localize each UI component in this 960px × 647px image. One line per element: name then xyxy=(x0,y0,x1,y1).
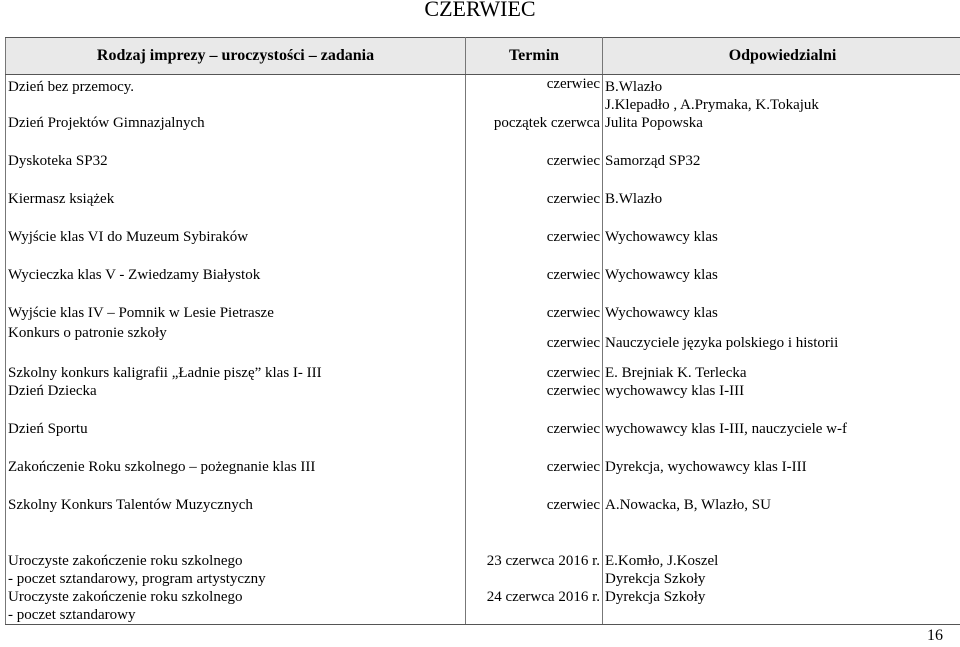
table-row xyxy=(6,420,960,458)
event-term-cell xyxy=(466,420,603,458)
event-responsible-cell-line: E. Brejniak K. Terlecka xyxy=(605,365,747,381)
event-term-cell-line: czerwiec xyxy=(546,76,600,92)
event-term-cell xyxy=(466,228,603,266)
event-term-cell-line: czerwiec xyxy=(546,383,600,399)
event-name-cell-line: Wycieczka klas V - Zwiedzamy Białystok xyxy=(8,267,261,283)
event-term-cell-line: 24 czerwca 2016 r. xyxy=(486,589,600,605)
event-responsible-cell xyxy=(603,534,960,588)
event-term-cell-line: początek czerwca xyxy=(493,115,600,131)
event-responsible-cell xyxy=(603,266,960,304)
event-name-cell-line: Wyjście klas VI do Muzeum Sybiraków xyxy=(8,229,249,245)
event-term-cell xyxy=(466,458,603,496)
event-name-cell xyxy=(6,152,466,190)
table-row xyxy=(6,588,960,625)
table-row xyxy=(6,534,960,588)
event-responsible-cell-line: Wychowawcy klas xyxy=(605,267,718,283)
event-responsible-cell-line: Nauczyciele języka polskiego i historii xyxy=(605,335,839,351)
event-responsible-cell xyxy=(603,382,960,420)
event-name-cell-line: Szkolny Konkurs Talentów Muzycznych xyxy=(8,497,253,513)
event-responsible-cell xyxy=(603,190,960,228)
event-term-cell xyxy=(466,152,603,190)
event-name-cell xyxy=(6,75,466,115)
event-responsible-cell xyxy=(603,588,960,625)
event-responsible-cell xyxy=(603,114,960,152)
event-responsible-cell xyxy=(603,458,960,496)
event-name-cell-line: Zakończenie Roku szkolnego – pożegnanie klas III xyxy=(8,459,316,475)
event-term-cell-line: czerwiec xyxy=(546,421,600,437)
table-row xyxy=(6,382,960,420)
event-term-cell xyxy=(466,382,603,420)
event-responsible-cell-line: Dyrekcja, wychowawcy klas I-III xyxy=(605,459,807,475)
event-name-cell xyxy=(6,324,466,364)
event-name-cell xyxy=(6,266,466,304)
event-name-cell xyxy=(6,364,466,382)
event-term-cell-line: czerwiec xyxy=(546,153,600,169)
event-name-cell xyxy=(6,458,466,496)
event-name-cell-line: - poczet sztandarowy xyxy=(8,607,136,623)
table-row xyxy=(6,266,960,304)
event-responsible-cell xyxy=(603,75,960,115)
table-row xyxy=(6,364,960,382)
event-name-cell-line: Kiermasz książek xyxy=(8,191,115,207)
event-term-cell xyxy=(466,75,603,115)
event-term-cell xyxy=(466,496,603,534)
event-term-cell-line: czerwiec xyxy=(546,267,600,283)
event-name-cell xyxy=(6,382,466,420)
table-row xyxy=(6,190,960,228)
page-title: CZERWIEC xyxy=(424,0,536,21)
event-term-cell-line: czerwiec xyxy=(546,305,600,321)
event-responsible-cell-line: B.Wlazło xyxy=(605,191,663,207)
table-row xyxy=(6,324,960,364)
event-responsible-cell-line: Dyrekcja Szkoły xyxy=(605,589,706,605)
column-header-term: Termin xyxy=(466,38,603,75)
column-header-responsible: Odpowiedzialni xyxy=(603,38,960,75)
event-name-cell-line: Dzień Sportu xyxy=(8,421,88,437)
event-responsible-cell-line: wychowawcy klas I-III xyxy=(605,383,745,399)
event-term-cell xyxy=(466,304,603,324)
event-term-cell xyxy=(466,190,603,228)
event-name-cell-line: Wyjście klas IV – Pomnik w Lesie Pietrasze xyxy=(8,305,274,321)
event-name-cell xyxy=(6,114,466,152)
event-name-cell-line: Dzień bez przemocy. xyxy=(8,79,135,95)
event-name-cell xyxy=(6,588,466,625)
event-term-cell xyxy=(466,364,603,382)
event-responsible-cell xyxy=(603,304,960,324)
event-responsible-cell xyxy=(603,228,960,266)
event-responsible-cell xyxy=(603,324,960,364)
table-row xyxy=(6,114,960,152)
event-responsible-cell-line: wychowawcy klas I-III, nauczyciele w-f xyxy=(605,421,847,437)
table-row xyxy=(6,458,960,496)
event-term-cell-line: czerwiec xyxy=(546,459,600,475)
event-name-cell xyxy=(6,534,466,588)
event-responsible-cell xyxy=(603,420,960,458)
event-term-cell-line: czerwiec xyxy=(546,191,600,207)
event-name-cell xyxy=(6,420,466,458)
event-responsible-cell-line: Wychowawcy klas xyxy=(605,305,718,321)
table-row xyxy=(6,496,960,534)
event-term-cell-line: czerwiec xyxy=(546,497,600,513)
event-name-cell xyxy=(6,228,466,266)
table-row xyxy=(6,75,960,115)
event-name-cell-line: Dzień Dziecka xyxy=(8,383,97,399)
event-responsible-cell xyxy=(603,364,960,382)
event-name-cell-line: Szkolny konkurs kaligrafii „Ładnie piszę” klas I- III xyxy=(8,365,322,381)
event-responsible-cell-line: A.Nowacka, B, Wlazło, SU xyxy=(605,497,771,513)
table-row xyxy=(6,152,960,190)
event-name-cell-line: Uroczyste zakończenie roku szkolnego xyxy=(8,589,243,605)
event-term-cell xyxy=(466,114,603,152)
event-responsible-cell-line: Wychowawcy klas xyxy=(605,229,718,245)
event-term-cell-line: 23 czerwca 2016 r. xyxy=(486,553,600,569)
event-term-cell xyxy=(466,534,603,588)
event-responsible-cell-line: B.Wlazło xyxy=(605,79,663,95)
event-term-cell xyxy=(466,266,603,304)
event-term-cell-line: czerwiec xyxy=(546,365,600,381)
event-responsible-cell-line: J.Klepadło , A.Prymaka, K.Tokajuk xyxy=(605,97,819,113)
event-name-cell xyxy=(6,496,466,534)
event-name-cell xyxy=(6,304,466,324)
event-name-cell-line: Dzień Projektów Gimnazjalnych xyxy=(8,115,205,131)
event-responsible-cell-line: Julita Popowska xyxy=(605,115,703,131)
event-term-cell-line: czerwiec xyxy=(546,229,600,245)
event-term-cell xyxy=(466,588,603,625)
event-name-cell xyxy=(6,190,466,228)
event-responsible-cell-line: Dyrekcja Szkoły xyxy=(605,571,706,587)
table-row xyxy=(6,304,960,324)
events-table xyxy=(5,37,960,625)
event-name-cell-line: Dyskoteka SP32 xyxy=(8,153,108,169)
event-responsible-cell xyxy=(603,152,960,190)
event-responsible-cell-line: E.Komło, J.Koszel xyxy=(605,553,719,569)
event-responsible-cell xyxy=(603,496,960,534)
page-number: 16 xyxy=(927,627,943,644)
event-responsible-cell-line: Samorząd SP32 xyxy=(605,153,701,169)
column-header-name: Rodzaj imprezy – uroczystości – zadania xyxy=(6,38,466,75)
table-header-row xyxy=(6,38,960,75)
event-name-cell-line: Konkurs o patronie szkoły xyxy=(8,325,167,341)
table-row xyxy=(6,228,960,266)
event-name-cell-line: - poczet sztandarowy, program artystyczny xyxy=(8,571,266,587)
event-term-cell xyxy=(466,324,603,364)
event-term-cell-line: czerwiec xyxy=(546,335,600,351)
event-name-cell-line: Uroczyste zakończenie roku szkolnego xyxy=(8,553,243,569)
